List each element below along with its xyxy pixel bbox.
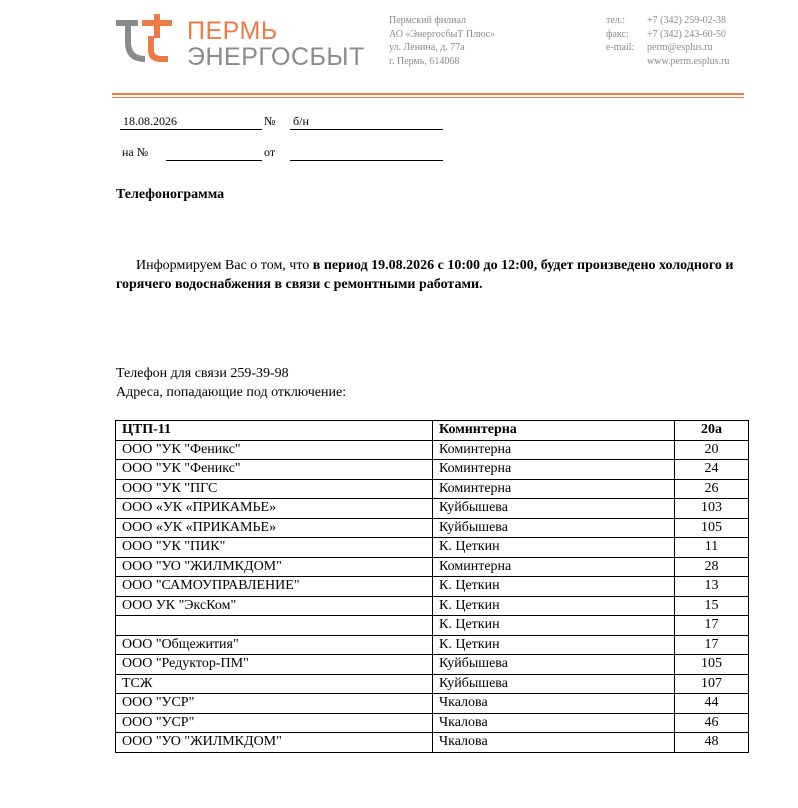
table-row	[116, 479, 749, 499]
addresses-heading: Адреса, попадающие под отключение:	[116, 385, 347, 400]
house-cell: 13	[675, 577, 749, 597]
house-cell: 15	[675, 596, 749, 616]
contact-label	[606, 55, 647, 69]
from-label: от	[264, 145, 276, 159]
street-cell: Куйбышева	[433, 674, 675, 694]
house-cell: 107	[675, 674, 749, 694]
org-cell: ООО "УО "ЖИЛМКДОМ"	[116, 733, 433, 753]
addresses-table	[115, 420, 749, 753]
brand-line-1: ПЕРМЬ	[187, 17, 278, 45]
org-cell: ООО "Редуктор-ПМ"	[116, 655, 433, 675]
org-cell: ООО "УСР"	[116, 694, 433, 714]
table-row	[116, 538, 749, 558]
brand-line-2: ЭНЕРГОСБЫТ	[187, 43, 365, 71]
org-cell: ООО "УО "ЖИЛМКДОМ"	[116, 557, 433, 577]
org-cell: ООО «УК «ПРИКАМЬЕ»	[116, 499, 433, 519]
table-row	[116, 440, 749, 460]
company-contacts	[606, 14, 729, 68]
table-row	[116, 713, 749, 733]
table-row	[116, 635, 749, 655]
org-cell: ООО "УК "ПИК"	[116, 538, 433, 558]
house-cell: 20	[675, 440, 749, 460]
header-cell: 20а	[675, 421, 749, 441]
house-cell: 48	[675, 733, 749, 753]
org-cell: ООО УК "ЭксКом"	[116, 596, 433, 616]
table-row	[116, 518, 749, 538]
doc-number-field	[290, 114, 443, 130]
org-cell: ООО "УК "Феникс"	[116, 460, 433, 480]
header-divider	[112, 93, 744, 95]
from-field	[290, 145, 443, 161]
table-row	[116, 557, 749, 577]
org-cell: ООО «УК «ПРИКАМЬЕ»	[116, 518, 433, 538]
contact-value: +7 (342) 243-60-50	[647, 28, 726, 40]
house-cell: 28	[675, 557, 749, 577]
contact-phone-line: Телефон для связи 259-39-98	[116, 366, 289, 381]
street-cell: К. Цеткин	[433, 635, 675, 655]
street-cell: Куйбышева	[433, 499, 675, 519]
on-number-label: на №	[122, 145, 149, 159]
org-cell: ООО "УК "ПГС	[116, 479, 433, 499]
street-cell: Коминтерна	[433, 440, 675, 460]
street-cell: Коминтерна	[433, 460, 675, 480]
street-cell: Куйбышева	[433, 655, 675, 675]
table-row	[116, 577, 749, 597]
street-cell: К. Цеткин	[433, 596, 675, 616]
street-cell: Коминтерна	[433, 479, 675, 499]
notice-bold-text: в период 19.08.2026 с 10:00 до 12:00, будет произведено холодного и горячего водоснабжения в связи с ремонтными работами.	[116, 258, 734, 292]
document-title: Телефонограмма	[116, 187, 225, 202]
notice-intro: Информируем Вас о том, что	[136, 258, 313, 273]
house-cell: 26	[675, 479, 749, 499]
house-cell: 17	[675, 635, 749, 655]
company-address	[389, 14, 495, 68]
contact-value: +7 (342) 259-02-38	[647, 15, 726, 26]
house-cell: 24	[675, 460, 749, 480]
table-row	[116, 460, 749, 480]
table-row	[116, 499, 749, 519]
contact-label: тел.:	[606, 15, 626, 26]
contact-label: факс:	[606, 28, 629, 40]
house-cell: 105	[675, 655, 749, 675]
street-cell: К. Цеткин	[433, 538, 675, 558]
org-cell: ООО "УСР"	[116, 713, 433, 733]
address-line: Пермский филиал	[389, 15, 467, 26]
street-cell: К. Цеткин	[433, 577, 675, 597]
doc-date: 18.08.2026	[123, 114, 177, 128]
street-cell: Куйбышева	[433, 518, 675, 538]
contact-value: www.perm.esplus.ru	[647, 55, 730, 67]
house-cell: 44	[675, 694, 749, 714]
table-row	[116, 616, 749, 636]
house-cell: 105	[675, 518, 749, 538]
house-cell: 103	[675, 499, 749, 519]
table-row	[116, 655, 749, 675]
table-row	[116, 694, 749, 714]
table-row	[116, 674, 749, 694]
table-header-row	[116, 421, 749, 441]
table-row	[116, 733, 749, 753]
address-line: ул. Ленина, д. 77а	[389, 42, 465, 53]
address-line: г. Пермь, 614068	[389, 55, 460, 67]
street-cell: Чкалова	[433, 713, 675, 733]
org-cell: ООО "Общежития"	[116, 635, 433, 655]
company-logo-icon	[112, 12, 182, 70]
street-cell: Коминтерна	[433, 557, 675, 577]
org-cell: ТСЖ	[116, 674, 433, 694]
street-cell: Чкалова	[433, 733, 675, 753]
doc-number: б/н	[293, 114, 309, 128]
house-cell: 46	[675, 713, 749, 733]
on-number-field	[166, 145, 262, 161]
contact-label: e-mail:	[606, 42, 635, 53]
doc-date-field	[120, 114, 262, 130]
street-cell: Чкалова	[433, 694, 675, 714]
contact-value: perm@esplus.ru	[647, 42, 713, 53]
street-cell: К. Цеткин	[433, 616, 675, 636]
org-cell: ООО "САМОУПРАВЛЕНИЕ"	[116, 577, 433, 597]
org-cell	[116, 616, 433, 636]
address-line: АО «ЭнергосбыТ Плюс»	[389, 28, 496, 40]
doc-number-label: №	[264, 114, 276, 128]
header-divider-thin	[112, 97, 744, 98]
notice-paragraph	[116, 256, 752, 294]
org-cell: ООО "УК "Феникс"	[116, 440, 433, 460]
header-cell: ЦТП-11	[116, 421, 433, 441]
header-cell: Коминтерна	[433, 421, 675, 441]
table-row	[116, 596, 749, 616]
house-cell: 11	[675, 538, 749, 558]
brand-name	[187, 18, 365, 70]
house-cell: 17	[675, 616, 749, 636]
